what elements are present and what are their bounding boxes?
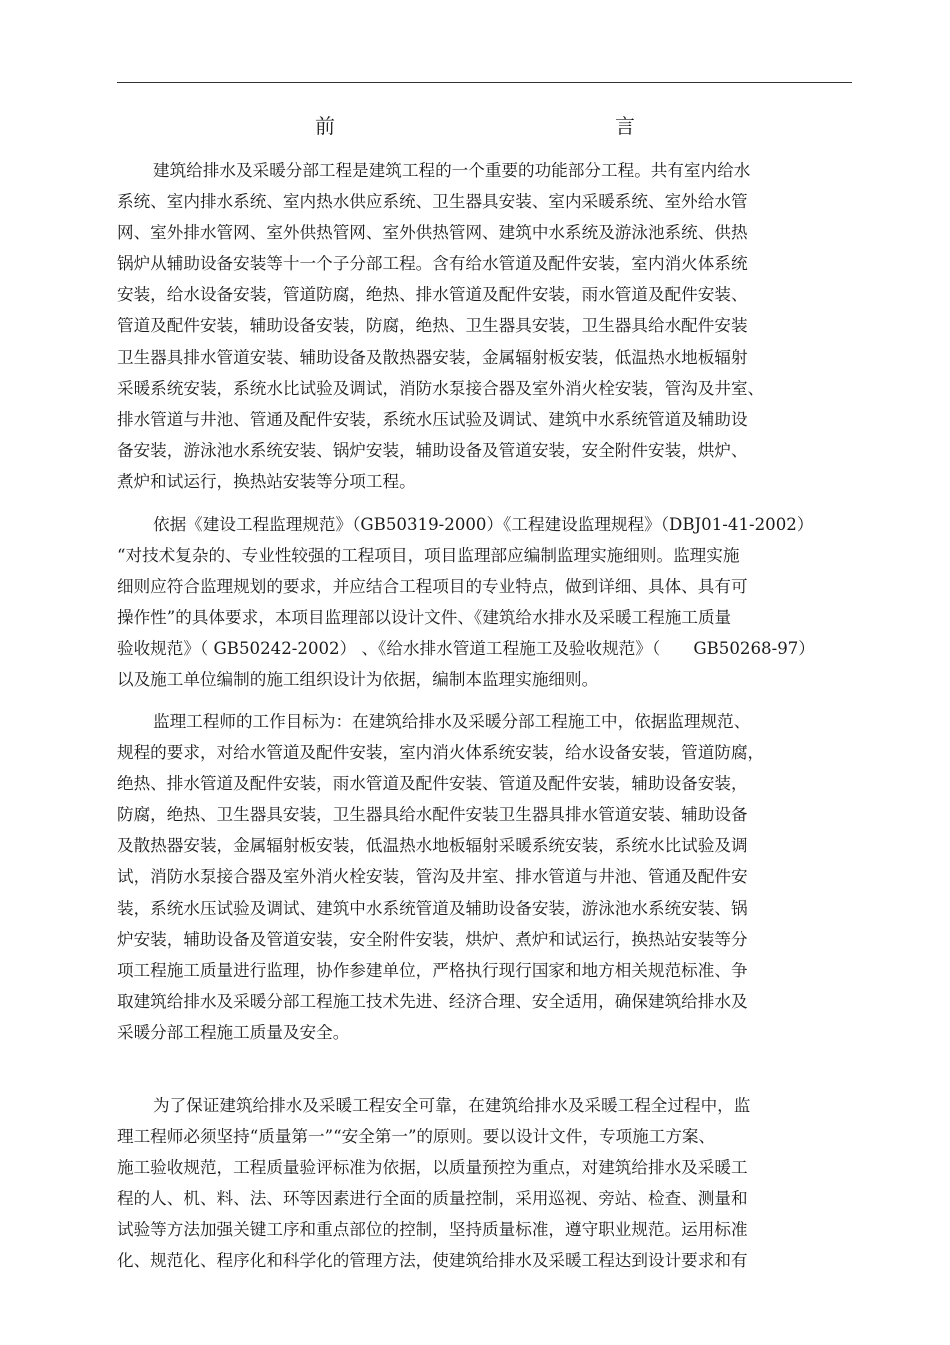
paragraph-1 <box>117 155 764 497</box>
text-line: 系统、室内排水系统、室内热水供应系统、卫生器具安装、室内采暖系统、室外给水管 <box>117 192 748 212</box>
text-line: 操作性”的具体要求，本项目监理部以设计文件、《建筑给水排水及采暖工程施工质量 <box>117 608 732 628</box>
text-line: 采暖系统安装，系统水比试验及调试，消防水泵接合器及室外消火栓安装，管沟及井室、 <box>117 378 765 398</box>
text-line: 安装，给水设备安装，管道防腐，绝热、排水管道及配件安装，雨水管道及配件安装、 <box>117 285 748 305</box>
paragraph-2 <box>117 509 815 696</box>
page-title: 前 言 <box>315 114 715 138</box>
text-line: 理工程师必须坚持“质量第一”“安全第一”的原则。要以设计文件，专项施工方案、 <box>117 1127 716 1147</box>
text-line: 排水管道与井池、管通及配件安装，系统水压试验及调试、建筑中水系统管道及辅助设 <box>117 409 748 429</box>
text-line: 采暖分部工程施工质量及安全。 <box>117 1022 350 1042</box>
paragraph-4 <box>117 1090 750 1277</box>
text-line: 及散热器安装，金属辐射板安装，低温热水地板辐射采暖系统安装，系统水比试验及调 <box>117 836 748 856</box>
text-line: 依据《建设工程监理规范》（GB50319-2000）《工程建设监理规程》（DBJ01-41-2002） <box>153 515 814 534</box>
text-line: 煮炉和试运行，换热站安装等分项工程。 <box>117 471 416 491</box>
text-line: 程的人、机、料、法、环等因素进行全面的质量控制，采用巡视、旁站、检查、测量和 <box>117 1189 748 1209</box>
text-line: 管道及配件安装，辅助设备安装，防腐，绝热、卫生器具安装，卫生器具给水配件安装 <box>117 316 748 336</box>
paragraph-3 <box>117 706 764 1048</box>
text-line: 施工验收规范，工程质量验评标准为依据，以质量预控为重点，对建筑给排水及采暖工 <box>117 1158 748 1178</box>
text-line: 建筑给排水及采暖分部工程是建筑工程的一个重要的功能部分工程。共有室内给水 <box>153 161 751 180</box>
text-line: 炉安装，辅助设备及管道安装，安全附件安装，烘炉、煮炉和试运行，换热站安装等分 <box>117 929 748 949</box>
header-rule <box>117 82 852 83</box>
text-line: 为了保证建筑给排水及采暖工程安全可靠，在建筑给排水及采暖工程全过程中，监 <box>153 1096 751 1115</box>
text-line: 防腐，绝热、卫生器具安装，卫生器具给水配件安装卫生器具排水管道安装、辅助设备 <box>117 805 748 825</box>
text-line: 以及施工单位编制的施工组织设计为依据，编制本监理实施细则。 <box>117 670 599 690</box>
text-line: 绝热、排水管道及配件安装，雨水管道及配件安装、管道及配件安装，辅助设备安装， <box>117 774 748 794</box>
text-line: 锅炉从辅助设备安装等十一个子分部工程。含有给水管道及配件安装，室内消火体系统 <box>117 254 748 274</box>
text-line: 化、规范化、程序化和科学化的管理方法，使建筑给排水及采暖工程达到设计要求和有 <box>117 1251 748 1271</box>
text-line: 试，消防水泵接合器及室外消火栓安装，管沟及井室、排水管道与井池、管通及配件安 <box>117 867 748 887</box>
text-line: 装，系统水压试验及调试、建筑中水系统管道及辅助设备安装，游泳池水系统安装、锅 <box>117 898 748 918</box>
text-line: “对技术复杂的、专业性较强的工程项目，项目监理部应编制监理实施细则。监理实施 <box>117 546 740 566</box>
text-line: 备安装，游泳池水系统安装、锅炉安装，辅助设备及管道安装，安全附件安装，烘炉、 <box>117 440 748 460</box>
text-line: 细则应符合监理规划的要求，并应结合工程项目的专业特点，做到详细、具体、具有可 <box>117 577 748 597</box>
text-line: 网、室外排水管网、室外供热管网、室外供热管网、建筑中水系统及游泳池系统、供热 <box>117 223 748 243</box>
text-line: 验收规范》（ GB50242-2002） 、《给水排水管道工程施工及验收规范》（ GB50268-97） <box>117 639 815 659</box>
text-line: 规程的要求，对给水管道及配件安装，室内消火体系统安装，给水设备安装，管道防腐， <box>117 743 765 763</box>
text-line: 试验等方法加强关键工序和重点部位的控制，坚持质量标准，遵守职业规范。运用标准 <box>117 1220 748 1240</box>
text-line: 监理工程师的工作目标为：在建筑给排水及采暖分部工程施工中，依据监理规范、 <box>153 712 751 731</box>
text-line: 项工程施工质量进行监理，协作参建单位，严格执行现行国家和地方相关规范标准、争 <box>117 960 748 980</box>
text-line: 取建筑给排水及采暖分部工程施工技术先进、经济合理、安全适用，确保建筑给排水及 <box>117 991 748 1011</box>
text-line: 卫生器具排水管道安装、辅助设备及散热器安装，金属辐射板安装，低温热水地板辐射 <box>117 347 748 367</box>
